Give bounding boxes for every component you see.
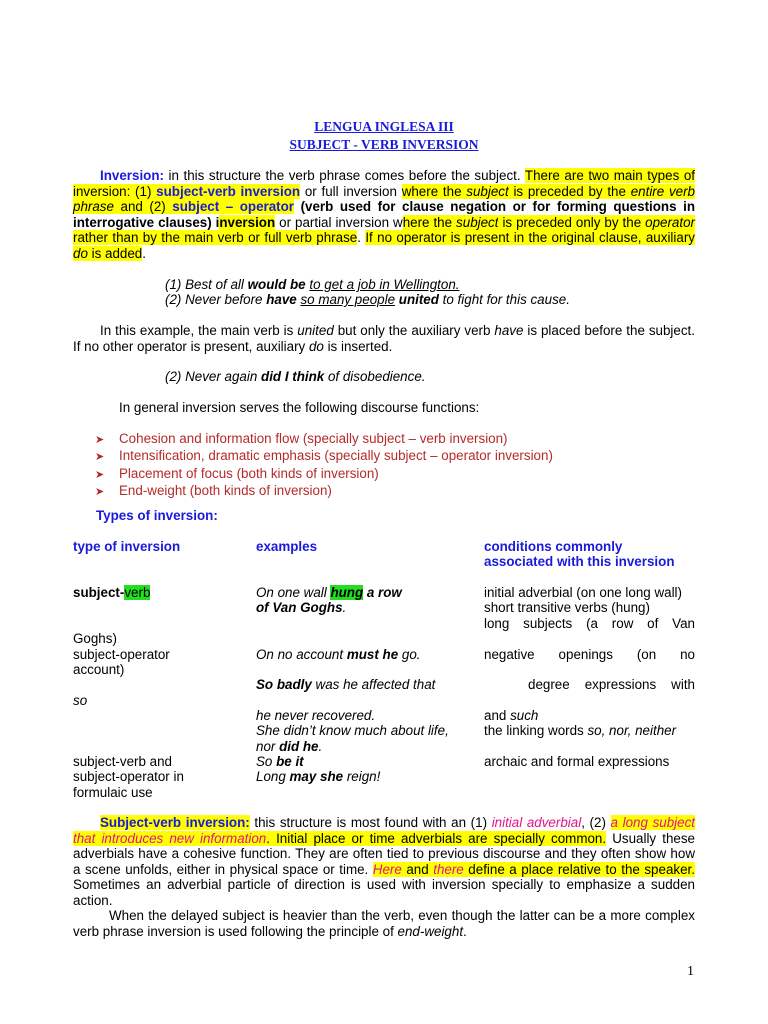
list-item: ➤ Placement of focus (both kinds of inversion) bbox=[95, 466, 553, 483]
table-cell: and such bbox=[484, 708, 539, 723]
table-cell: So be it bbox=[256, 754, 304, 769]
discourse-functions-list bbox=[95, 431, 553, 501]
table-cell: degree expressions with bbox=[528, 677, 695, 692]
arrow-bullet-icon: ➤ bbox=[95, 486, 105, 499]
table-cell: subject-operator bbox=[73, 647, 170, 662]
table-cell: archaic and formal expressions bbox=[484, 754, 670, 769]
list-item: ➤ End-weight (both kinds of inversion) bbox=[95, 483, 553, 500]
table-cell: so bbox=[73, 693, 88, 708]
subject-verb-paragraph: Subject-verb inversion: this structure is most found with an (1) initial adverbial, (2) a long subject that introduces new information. Initial place or time adverbials are specially common. Usually these adverbials have a cohesive function. They are often tied to previous discourse and they often show how a scene unfolds, either in physical space or time. Here and there define a place relative to the speaker. Sometimes an adverbial particle of direction is used with inversion specially to emphasize a sudden action. bbox=[73, 815, 696, 908]
arrow-bullet-icon: ➤ bbox=[95, 468, 105, 481]
table-cell: subject-verb bbox=[73, 585, 151, 600]
table-cell: On no account must he go. bbox=[256, 647, 421, 662]
table-cell: subject-verb and bbox=[73, 754, 172, 769]
page-number: 1 bbox=[687, 964, 694, 979]
table-cell: long subjects (a row of Van bbox=[484, 616, 695, 631]
table-cell: subject-operator in bbox=[73, 769, 184, 784]
example-3: (2) Never again did I think of disobedience. bbox=[165, 369, 426, 384]
arrow-bullet-icon: ➤ bbox=[95, 434, 105, 446]
table-header: conditions commonly bbox=[484, 539, 623, 554]
table-cell: On one wall hung a row bbox=[256, 585, 402, 600]
table-cell: negative openings (on no bbox=[484, 647, 695, 662]
table-cell: Long may she reign! bbox=[256, 769, 381, 784]
table-cell: short transitive verbs (hung) bbox=[484, 600, 650, 615]
table-cell: account) bbox=[73, 662, 125, 677]
inversion-label: Inversion: bbox=[100, 168, 164, 183]
types-heading: Types of inversion: bbox=[96, 508, 218, 523]
table-cell: he never recovered. bbox=[256, 708, 376, 723]
table-cell: Goghs) bbox=[73, 631, 117, 646]
list-item: ➤ Cohesion and information flow (specially subject – verb inversion) bbox=[95, 431, 553, 448]
title-topic: SUBJECT - VERB INVERSION bbox=[289, 137, 479, 152]
example-1: (1) Best of all would be to get a job in Wellington. bbox=[165, 277, 460, 292]
title-course: LENGUA INGLESA III bbox=[314, 119, 454, 134]
example-2: (2) Never before have so many people united to fight for this cause. bbox=[165, 292, 570, 307]
list-item: ➤ Intensification, dramatic emphasis (specially subject – operator inversion) bbox=[95, 448, 553, 465]
table-cell: formulaic use bbox=[73, 785, 153, 800]
table-cell: So badly was he affected that bbox=[256, 677, 436, 692]
table-header: examples bbox=[256, 539, 318, 554]
end-weight-paragraph: When the delayed subject is heavier than the verb, even though the latter can be a more complex verb phrase inversion is used following the principle of end-weight. bbox=[73, 908, 695, 939]
table-cell: nor did he. bbox=[256, 739, 323, 754]
table-cell: initial adverbial (on one long wall) bbox=[484, 585, 682, 600]
discourse-functions-intro: In general inversion serves the following discourse functions: bbox=[119, 400, 480, 415]
table-cell: of Van Goghs. bbox=[256, 600, 347, 615]
table-cell: the linking words so, nor, neither bbox=[484, 723, 677, 738]
explanation-paragraph: In this example, the main verb is united but only the auxiliary verb have is placed before the subject. If no other operator is present, auxiliary do is inserted. bbox=[73, 323, 695, 354]
subject-verb-label: Subject-verb inversion: bbox=[100, 815, 250, 830]
table-cell: She didn’t know much about life, bbox=[256, 723, 449, 738]
table-header: type of inversion bbox=[73, 539, 181, 554]
arrow-bullet-icon: ➤ bbox=[95, 451, 105, 464]
table-header: associated with this inversion bbox=[484, 554, 675, 569]
intro-paragraph: Inversion: in this structure the verb phrase comes before the subject. There are two main types of inversion: (1) subject-verb inversion or full inversion where the subject is preceded by the entire verb phrase and (2) subject – operator (verb used for clause negation or for forming questions in interrogative clauses) inversion or partial inversion where the subject is preceded only by the operator rather than by the main verb or full verb phrase. If no operator is present in the original clause, auxiliary do is added. bbox=[73, 168, 695, 261]
